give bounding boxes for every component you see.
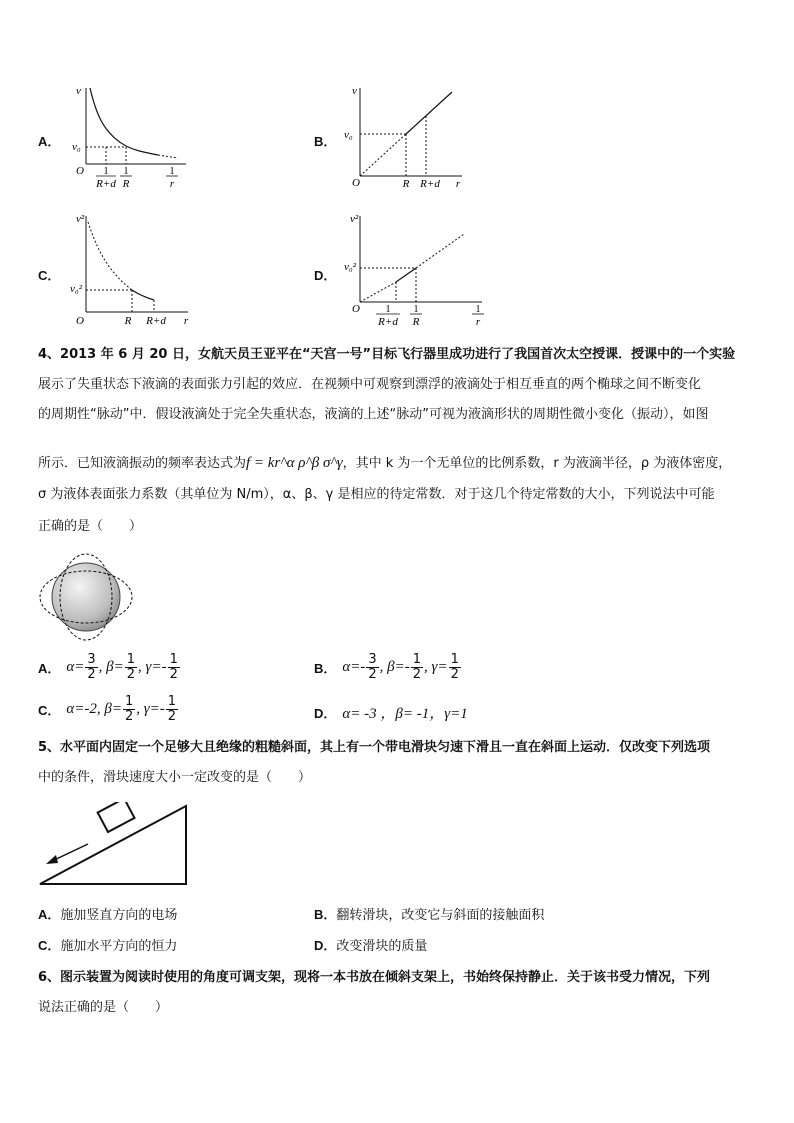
- tick-label-1: R+d: [378, 316, 398, 328]
- q4-line-6: 正确的是（ ）: [38, 519, 143, 534]
- curve-dashed: [88, 222, 132, 290]
- q4-option-b: B． α=- $\frac{3}{2}$ , β=- $\frac{1}{2}$ , γ= $\frac{1}{2}$: [314, 652, 459, 682]
- slider-block: [98, 802, 135, 832]
- axis-label-x: r: [475, 316, 481, 328]
- svg-text:1: 1: [413, 304, 419, 315]
- tick-label-1: R: [124, 315, 132, 327]
- beta-frac: $\frac{1}{2}$: [126, 652, 136, 682]
- axis-label-x: r: [183, 315, 189, 327]
- line-solid: [406, 92, 452, 134]
- v0-label: v₀: [344, 129, 353, 141]
- tick-label-1: R+d: [96, 178, 116, 190]
- svg-text:1: 1: [103, 166, 109, 177]
- origin-label: O: [76, 315, 84, 327]
- axis-label-y: v²: [76, 213, 85, 225]
- axis-label-x: r: [169, 178, 175, 190]
- curve-solid: [132, 290, 154, 300]
- q5-line-1: 5、水平面内固定一个足够大且绝缘的粗糙斜面，其上有一个带电滑块匀速下滑且一直在斜面上运动．仅改变下列选项: [38, 740, 711, 755]
- tick-label-2: R+d: [146, 315, 166, 327]
- q4-line-4-post: ，其中 k 为一个无单位的比例系数，r 为液滴半径，ρ 为液体密度，: [342, 456, 732, 471]
- q4-line-5: σ 为液体表面张力系数（其单位为 N/m），α、β、γ 是相应的待定常数．对于这几个待定常数的大小，下列说法中可能: [38, 487, 715, 502]
- axis-label-y: v: [76, 85, 81, 97]
- svg-text:1: 1: [123, 166, 129, 177]
- q6-line-1: 6、图示装置为阅读时使用的角度可调支架，现将一本书放在倾斜支架上，书始终保持静止．关于该书受力情况，下列: [38, 970, 711, 985]
- v0-label: v₀²: [70, 283, 83, 295]
- tick-label-2: R: [122, 178, 130, 190]
- origin-label: O: [76, 165, 84, 177]
- q3-option-c-label: C．: [38, 268, 61, 283]
- q4-option-d: D． α= -3 ，β= -1，γ=1: [314, 706, 468, 722]
- axis-label-y: v: [352, 85, 357, 97]
- axis-label-y: v²: [350, 213, 359, 225]
- axis-label-x: r: [455, 178, 461, 190]
- frequency-formula: f = kr^α ρ^β σ^γ: [246, 455, 343, 471]
- v0-label: v₀²: [344, 261, 357, 273]
- line-dashed: [416, 234, 464, 268]
- q4-line-4-pre: 所示．已知液滴振动的频率表达式为: [38, 456, 247, 471]
- q4-option-c: C． α=-2, β= $\frac{1}{2}$ , γ=- $\frac{1}{2}$: [38, 694, 177, 724]
- q4-line-3: 的周期性“脉动”中．假设液滴处于完全失重状态，液滴的上述“脉动”可视为液滴形状的周期性微小变化（振动），如图: [38, 407, 709, 422]
- curve-dashed: [158, 155, 178, 158]
- q3-graph-d: [342, 212, 492, 332]
- q5-option-a: A．施加竖直方向的电场: [38, 907, 178, 923]
- tick-label-2: R: [412, 316, 420, 328]
- tick-label-2: R+d: [420, 178, 440, 190]
- q5-option-c: C．施加水平方向的恒力: [38, 938, 178, 954]
- alpha-frac: $\frac{3}{2}$: [87, 652, 96, 682]
- q3-option-a-label: A．: [38, 134, 61, 149]
- origin-label: O: [352, 177, 360, 189]
- arrow-head: [46, 855, 58, 864]
- origin-label: O: [352, 303, 360, 315]
- q3-graph-b: [342, 84, 472, 190]
- q5-option-d: D．改变滑块的质量: [314, 938, 428, 954]
- q3-graph-c: [68, 212, 198, 330]
- q3-option-b-label: B．: [314, 134, 337, 149]
- q4-option-a: A． α= $\frac{3}{2}$ , β= $\frac{1}{2}$ , γ=- $\frac{1}{2}$: [38, 652, 178, 682]
- q4-line-1: 4、2013 年 6 月 20 日，女航天员王亚平在“天宫一号”目标飞行器里成功进行了我国首次太空授课．授课中的一个实验: [38, 347, 736, 362]
- curve-solid: [90, 88, 158, 155]
- tick-label-1: R: [402, 178, 410, 190]
- q4-line-4: [38, 448, 731, 479]
- v0-label: v₀: [72, 141, 81, 153]
- q5-line-2: 中的条件，滑块速度大小一定改变的是（ ）: [38, 770, 312, 785]
- droplet-sphere: [52, 563, 120, 631]
- line-solid: [396, 268, 416, 282]
- svg-text:1: 1: [385, 304, 391, 315]
- x-end-num: 1: [169, 166, 175, 177]
- q3-graph-a: [68, 84, 198, 190]
- droplet-figure: [38, 552, 134, 642]
- gamma-frac: $\frac{1}{2}$: [169, 652, 178, 682]
- q5-option-b: B．翻转滑块，改变它与斜面的接触面积: [314, 907, 545, 923]
- q4-line-2: 展示了失重状态下液滴的表面张力引起的效应．在视频中可观察到漂浮的液滴处于相互垂直的两个椭球之间不断变化: [38, 377, 702, 392]
- q3-option-d-label: D．: [314, 268, 337, 283]
- q6-line-2: 说法正确的是（ ）: [38, 1000, 169, 1015]
- incline-figure: [36, 802, 192, 888]
- x-end-num: 1: [475, 304, 481, 315]
- line-dashed: [360, 134, 406, 176]
